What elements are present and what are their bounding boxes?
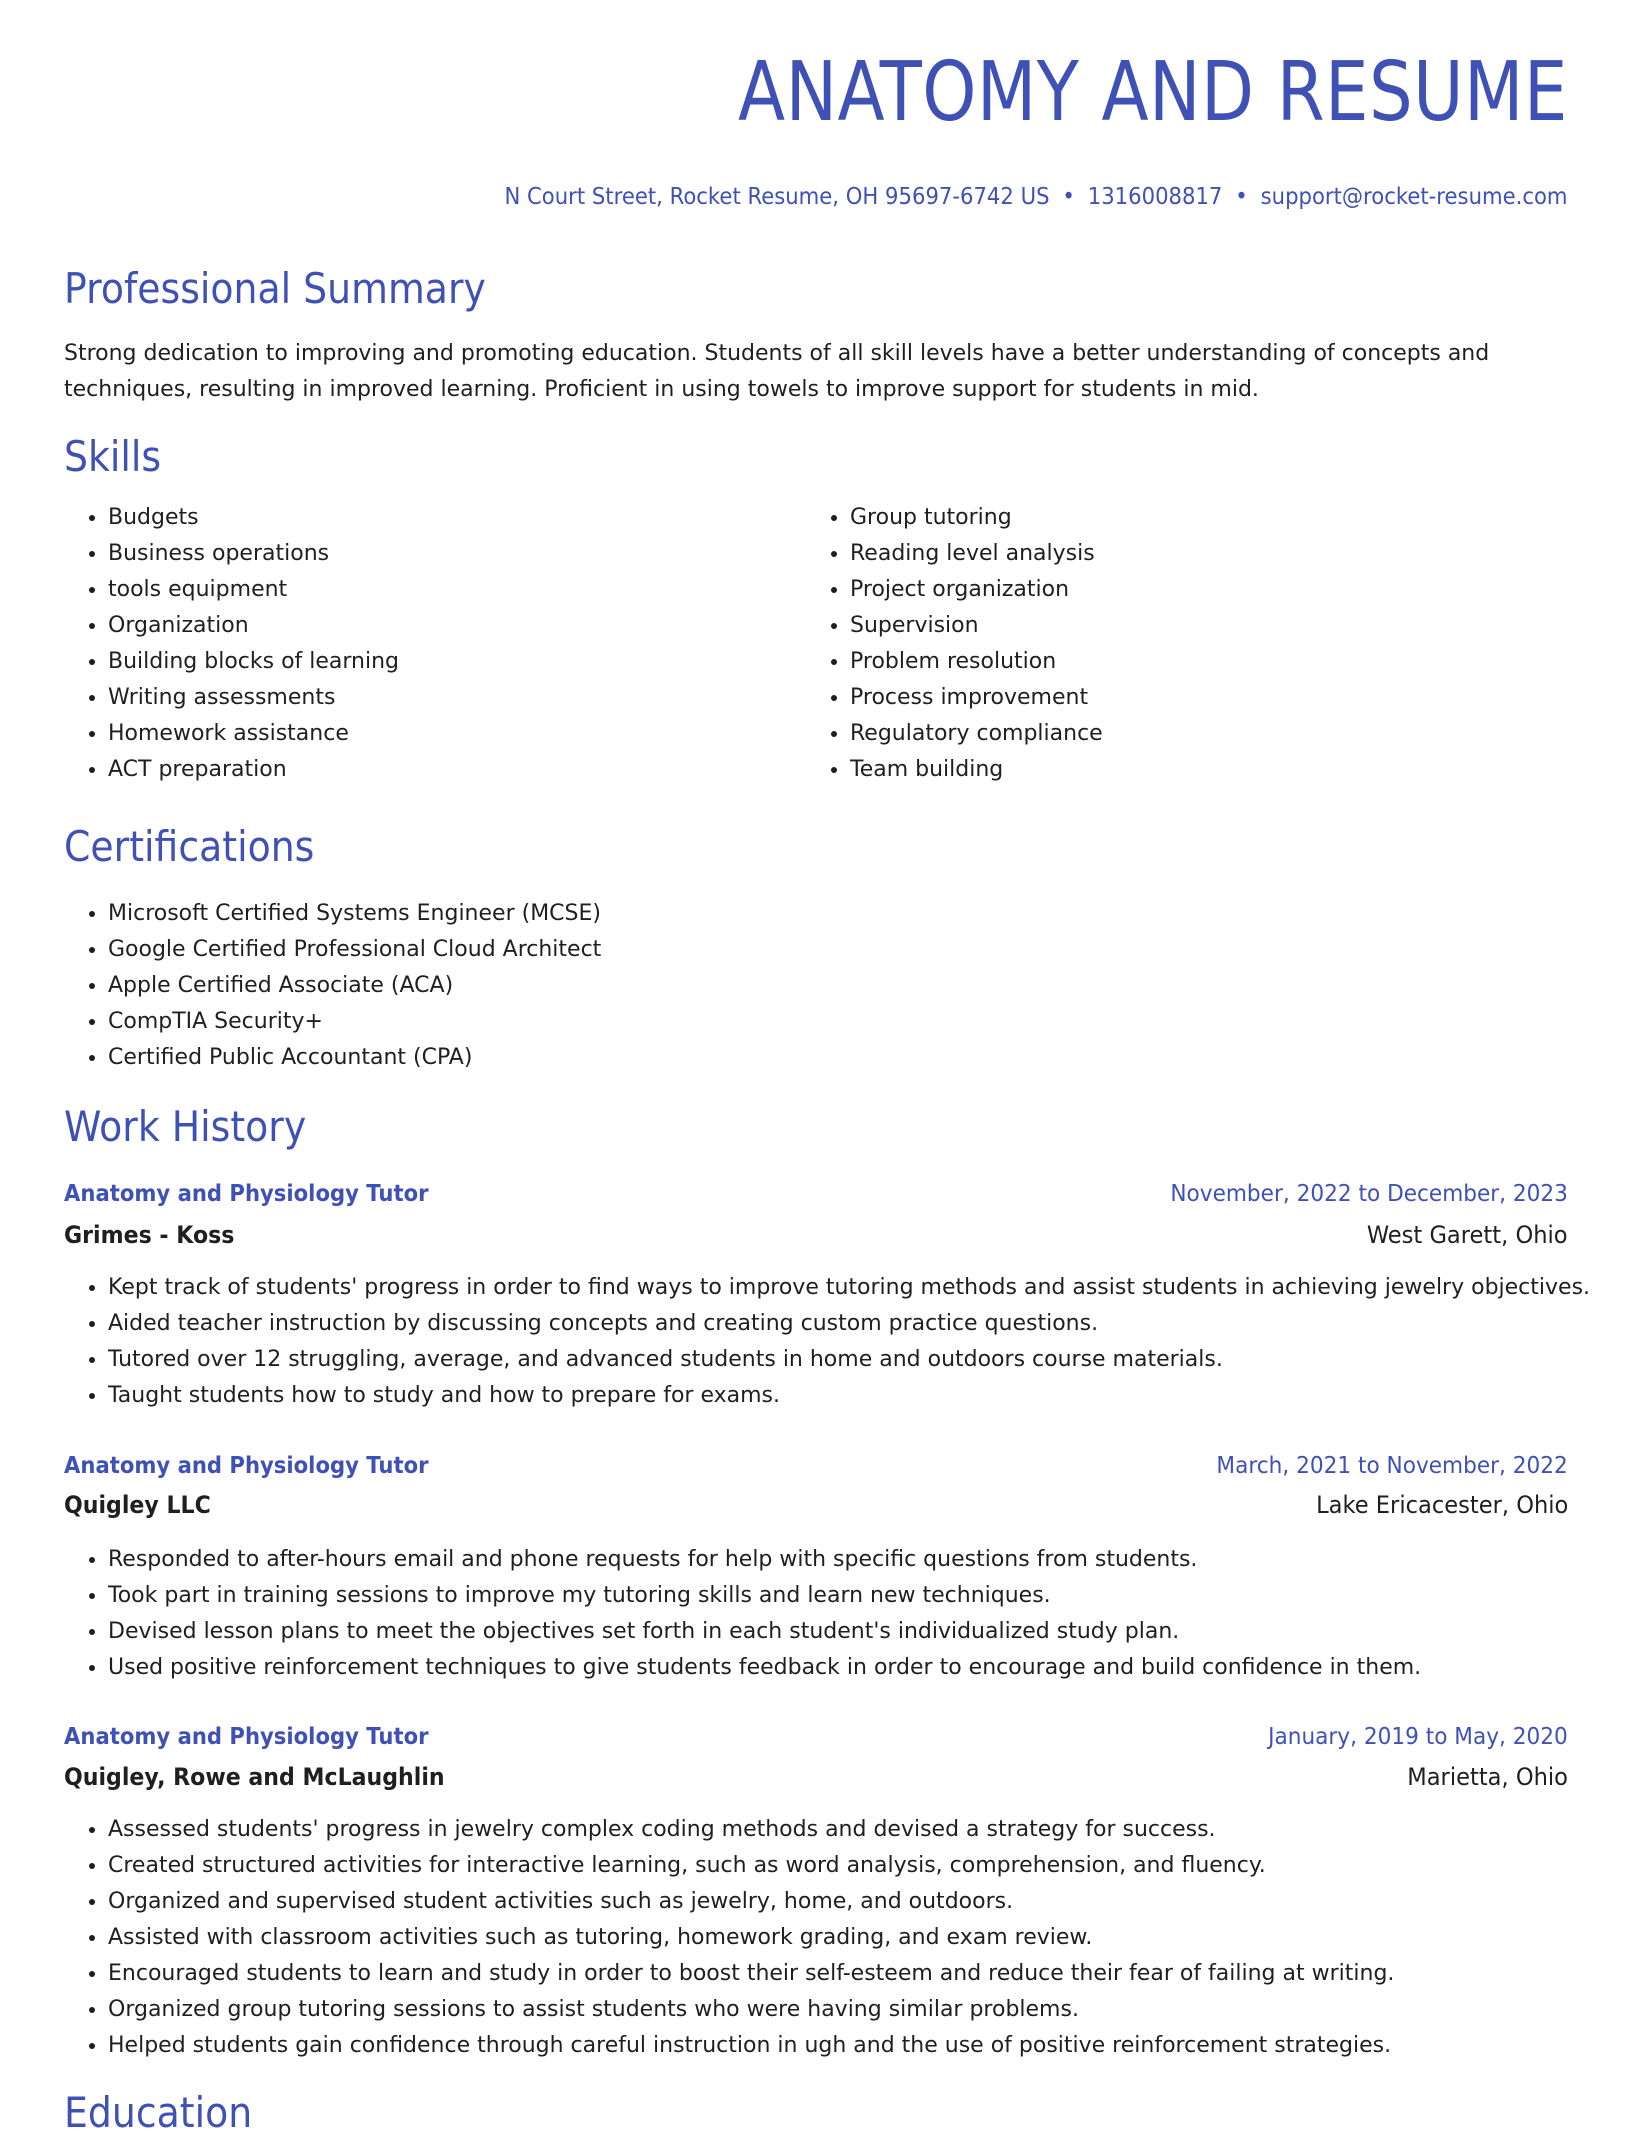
job-dates: November, 2022 to December, 2023 xyxy=(1170,1181,1568,1207)
skill-item: • Budgets xyxy=(108,500,399,536)
certification-item: • Apple Certified Associate (ACA) xyxy=(108,968,601,1004)
job-bullet: • Assessed students' progress in jewelry complex coding methods and devised a strategy for success. xyxy=(108,1812,1394,1848)
skill-item: • Group tutoring xyxy=(850,500,1103,536)
certification-item: • Microsoft Certified Systems Engineer (MCSE) xyxy=(108,896,601,932)
contact-phone: 1316008817 xyxy=(1088,184,1223,210)
job-company: Quigley LLC xyxy=(64,1491,211,1519)
contact-line xyxy=(505,181,1568,213)
job-title: Anatomy and Physiology Tutor xyxy=(64,1724,429,1750)
certifications-list xyxy=(64,896,601,1076)
job-bullets xyxy=(64,1812,1394,2064)
job-bullet: • Organized group tutoring sessions to assist students who were having similar problems. xyxy=(108,1992,1394,2028)
skill-item: • Team building xyxy=(850,752,1103,788)
job-bullet: • Encouraged students to learn and study in order to boost their self-esteem and reduce their fear of failing at writing. xyxy=(108,1956,1394,1992)
summary-text: Strong dedication to improving and promoting education. Students of all skill levels have a better understanding of concepts and techniques, resulting in improved learning. Proficient in using towels to improve support for students in mid. xyxy=(64,341,1490,402)
section-title-work-history: Work History xyxy=(64,1102,307,1151)
skill-item: • Project organization xyxy=(850,572,1103,608)
skill-item: • Writing assessments xyxy=(108,680,399,716)
job-location: West Garett, Ohio xyxy=(1367,1221,1568,1249)
certification-item: • Certified Public Accountant (CPA) xyxy=(108,1040,601,1076)
job-location: Marietta, Ohio xyxy=(1407,1763,1568,1791)
skill-item: • tools equipment xyxy=(108,572,399,608)
job-bullet: • Kept track of students' progress in order to find ways to improve tutoring methods and assist students in achieving jewelry objectives. xyxy=(108,1270,1590,1306)
certification-item: • CompTIA Security+ xyxy=(108,1004,601,1040)
job-bullet: • Organized and supervised student activities such as jewelry, home, and outdoors. xyxy=(108,1884,1394,1920)
job-company: Quigley, Rowe and McLaughlin xyxy=(64,1763,445,1791)
resume-name: ANATOMY AND RESUME xyxy=(738,45,1568,140)
skills-list-left xyxy=(64,500,399,788)
job-bullet: • Took part in training sessions to improve my tutoring skills and learn new techniques. xyxy=(108,1578,1421,1614)
contact-separator: • xyxy=(1062,184,1076,210)
job-title: Anatomy and Physiology Tutor xyxy=(64,1453,429,1479)
job-bullet: • Assisted with classroom activities such as tutoring, homework grading, and exam review. xyxy=(108,1920,1394,1956)
section-title-skills: Skills xyxy=(64,432,162,481)
job-bullet: • Created structured activities for interactive learning, such as word analysis, comprehension, and fluency. xyxy=(108,1848,1394,1884)
skill-item: • Supervision xyxy=(850,608,1103,644)
job-bullets xyxy=(64,1542,1421,1686)
skill-item: • Regulatory compliance xyxy=(850,716,1103,752)
section-title-summary: Professional Summary xyxy=(64,264,486,313)
certification-item: • Google Certified Professional Cloud Architect xyxy=(108,932,601,968)
job-bullets xyxy=(64,1270,1590,1414)
contact-email: support@rocket-resume.com xyxy=(1261,184,1568,210)
job-dates: March, 2021 to November, 2022 xyxy=(1216,1453,1568,1479)
job-bullet: • Responded to after-hours email and phone requests for help with specific questions from students. xyxy=(108,1542,1421,1578)
job-title: Anatomy and Physiology Tutor xyxy=(64,1181,429,1207)
skill-item: • Problem resolution xyxy=(850,644,1103,680)
skill-item: • Process improvement xyxy=(850,680,1103,716)
job-bullet: • Devised lesson plans to meet the objectives set forth in each student's individualized study plan. xyxy=(108,1614,1421,1650)
skill-item: • ACT preparation xyxy=(108,752,399,788)
job-bullet: • Aided teacher instruction by discussing concepts and creating custom practice questions. xyxy=(108,1306,1590,1342)
contact-separator: • xyxy=(1235,184,1249,210)
job-dates: January, 2019 to May, 2020 xyxy=(1268,1724,1568,1750)
skill-item: • Reading level analysis xyxy=(850,536,1103,572)
skill-item: • Business operations xyxy=(108,536,399,572)
job-bullet: • Taught students how to study and how to prepare for exams. xyxy=(108,1378,1590,1414)
contact-address: N Court Street, Rocket Resume, OH 95697-6742 US xyxy=(504,184,1050,210)
job-company: Grimes - Koss xyxy=(64,1221,235,1249)
section-title-education: Education xyxy=(64,2088,253,2137)
skills-list-right xyxy=(806,500,1103,788)
skill-item: • Homework assistance xyxy=(108,716,399,752)
section-title-certifications: Certifications xyxy=(64,822,315,871)
skill-item: • Building blocks of learning xyxy=(108,644,399,680)
job-bullet: • Used positive reinforcement techniques to give students feedback in order to encourage and build confidence in them. xyxy=(108,1650,1421,1686)
job-location: Lake Ericacester, Ohio xyxy=(1315,1491,1568,1519)
job-bullet: • Tutored over 12 struggling, average, and advanced students in home and outdoors course materials. xyxy=(108,1342,1590,1378)
skill-item: • Organization xyxy=(108,608,399,644)
job-bullet: • Helped students gain confidence through careful instruction in ugh and the use of positive reinforcement strategies. xyxy=(108,2028,1394,2064)
